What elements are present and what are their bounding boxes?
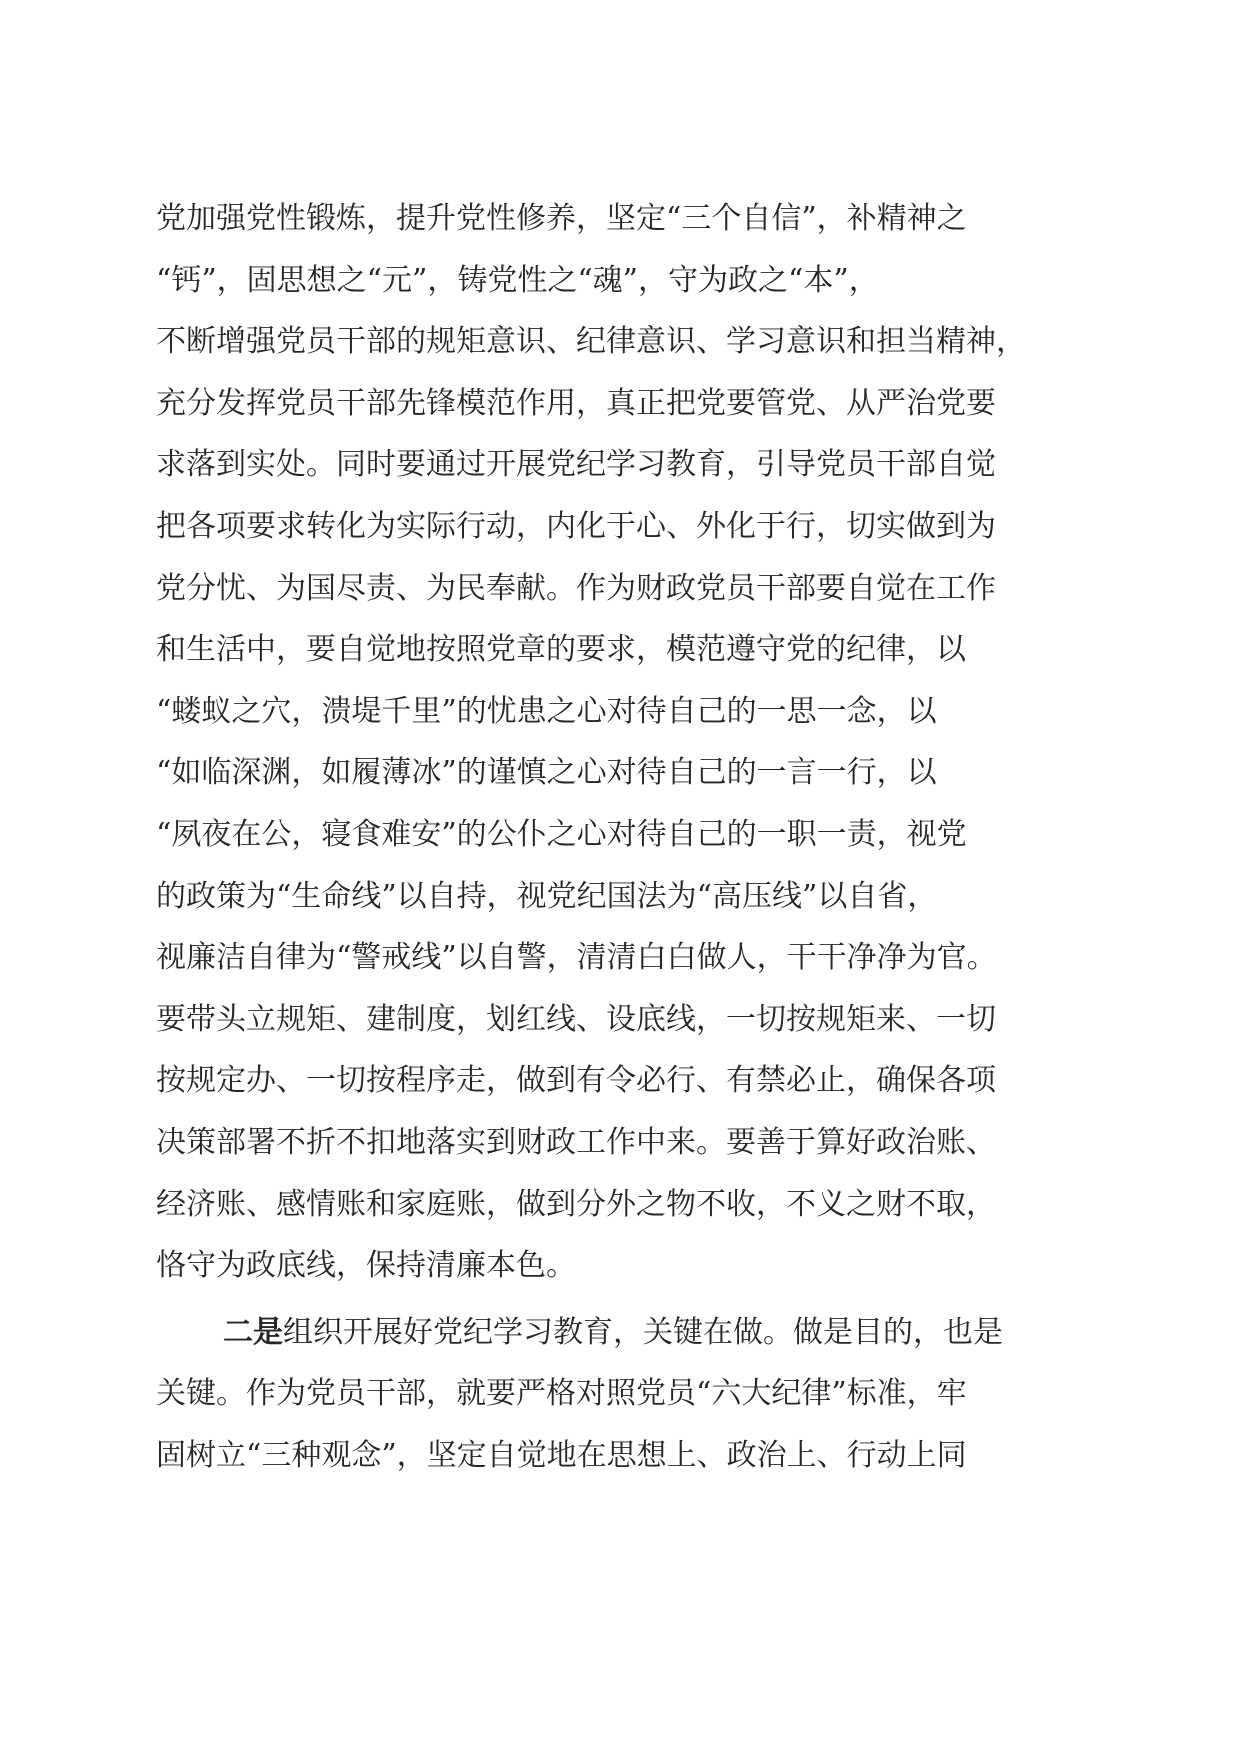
paragraph-first-line-text: 组织开展好党纪学习教育，关键在做。做是目的，也是 <box>283 1314 1003 1350</box>
text-line: 要带头立规矩、建制度，划红线、设底线，一切按规矩来、一切 <box>156 1001 996 1037</box>
text-line: 视廉洁自律为“警戒线”以自警，清清白白做人，干干净净为官。 <box>156 940 997 976</box>
text-line: 固树立“三种观念”，坚定自觉地在思想上、政治上、行动上同 <box>156 1437 967 1473</box>
text-line: 的政策为“生命线”以自持，视党纪国法为“高压线”以自省， <box>156 878 938 914</box>
text-line: 关键。作为党员干部，就要严格对照党员“六大纪律”标准，牢 <box>156 1376 967 1412</box>
text-line: 党加强党性锻炼，提升党性修养，坚定“三个自信”，补精神之 <box>156 201 967 236</box>
paragraph-first-line <box>156 1302 1096 1364</box>
text-line: 恪守为政底线，保持清廉本色。 <box>156 1248 576 1284</box>
text-line: 决策部署不折不扣地落实到财政工作中来。要善于算好政治账、 <box>156 1124 996 1160</box>
text-line: 把各项要求转化为实际行动，内化于心、外化于行，切实做到为 <box>156 508 996 544</box>
text-line: “钙”，固思想之“元”，铸党性之“魂”，守为政之“本”， <box>156 262 879 298</box>
text-line: 求落到实处。同时要通过开展党纪学习教育，引导党员干部自觉 <box>156 447 996 483</box>
text-line: “蝼蚁之穴，溃堤千里”的忧患之心对待自己的一思一念，以 <box>156 693 937 729</box>
paragraph-lead: 二是 <box>223 1314 283 1350</box>
text-line: 经济账、感情账和家庭账，做到分外之物不收，不义之财不取， <box>156 1186 996 1222</box>
text-line: 和生活中，要自觉地按照党章的要求，模范遵守党的纪律，以 <box>156 632 966 668</box>
text-line: “夙夜在公，寝食难安”的公仆之心对待自己的一职一责，视党 <box>156 816 967 852</box>
text-line: 不断增强党员干部的规矩意识、纪律意识、学习意识和担当精神， <box>156 324 1026 360</box>
text-line: 充分发挥党员干部先锋模范作用，真正把党要管党、从严治党要 <box>156 385 996 421</box>
text-line: 党分忧、为国尽责、为民奉献。作为财政党员干部要自觉在工作 <box>156 570 996 606</box>
body-text <box>156 188 1096 1486</box>
text-line: 按规定办、一切按程序走，做到有令必行、有禁必止，确保各项 <box>156 1063 996 1099</box>
text-line: “如临深渊，如履薄冰”的谨慎之心对待自己的一言一行，以 <box>156 755 937 791</box>
